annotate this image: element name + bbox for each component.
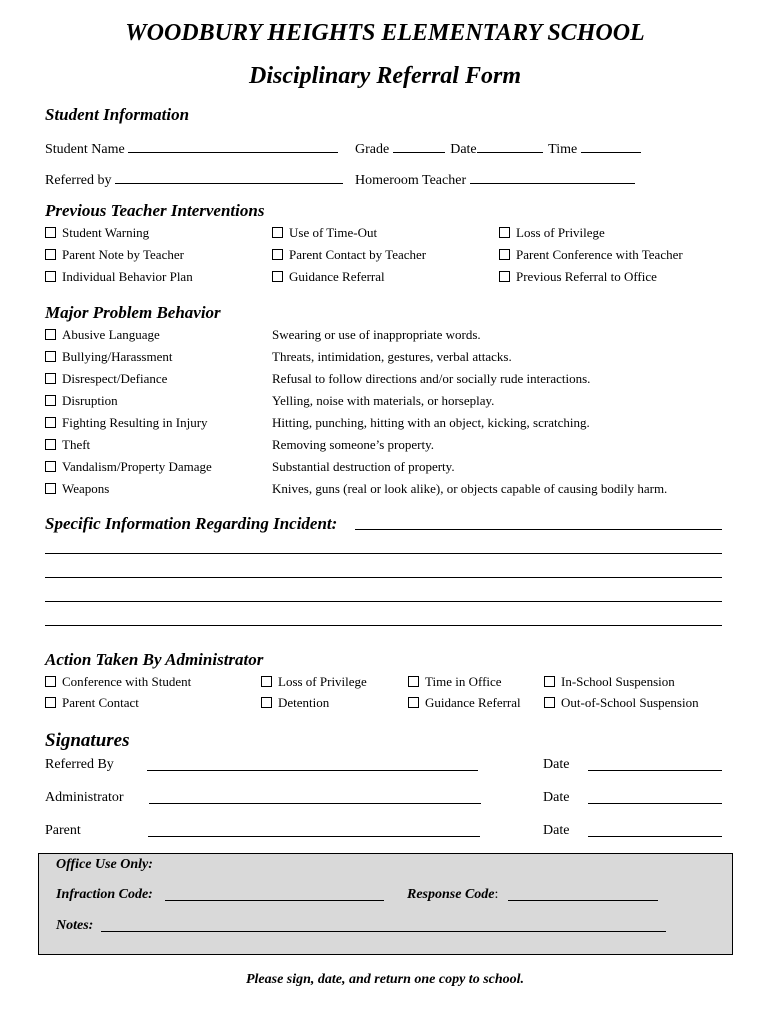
checkbox[interactable] [408,697,419,708]
sig-referred-by-label: Referred By [45,757,114,772]
intervention-item[interactable]: Previous Referral to Office [499,269,657,285]
checkbox[interactable] [45,271,56,282]
behavior-item[interactable]: Weapons [45,481,109,497]
sig-administrator-line[interactable] [149,803,481,804]
action-item[interactable]: Out-of-School Suspension [544,695,699,711]
sig-date-label: Date [543,757,570,772]
grade-row [355,139,641,158]
school-name: WOODBURY HEIGHTS ELEMENTARY SCHOOL [125,20,645,46]
checkbox[interactable] [499,271,510,282]
behavior-item[interactable]: Bullying/Harassment [45,349,173,365]
date-label: Date [450,142,477,157]
sig-date-label: Date [543,790,570,805]
footer-instructions: Please sign, date, and return one copy to school. [245,972,525,987]
time-label: Time [548,142,578,157]
behavior-item[interactable]: Disruption [45,393,118,409]
intervention-item[interactable]: Student Warning [45,225,149,241]
checkbox[interactable] [45,483,56,494]
behavior-item[interactable]: Disrespect/Defiance [45,371,167,387]
intervention-item[interactable]: Individual Behavior Plan [45,269,193,285]
student-name-row [45,139,338,158]
referred-by-field[interactable] [115,170,343,184]
sig-parent-label: Parent [45,823,81,838]
response-code-label: Response Code: [407,887,499,902]
grade-label: Grade [355,142,390,157]
behavior-description: Removing someone’s property. [272,437,434,452]
checkbox[interactable] [499,227,510,238]
referred-by-row [45,170,343,189]
behavior-description: Knives, guns (real or look alike), or objects capable of causing bodily harm. [272,481,668,496]
behavior-description: Hitting, punching, hitting with an object, kicking, scratching. [272,415,590,430]
checkbox[interactable] [272,271,283,282]
sig-date-line[interactable] [588,836,722,837]
sig-referred-by-line[interactable] [147,770,478,771]
checkbox[interactable] [272,249,283,260]
date-field[interactable] [477,139,543,153]
grade-field[interactable] [393,139,445,153]
action-item[interactable]: Guidance Referral [408,695,521,711]
incident-line[interactable] [45,625,722,626]
checkbox[interactable] [261,697,272,708]
checkbox[interactable] [45,676,56,687]
student-name-label: Student Name [45,142,125,157]
form-title: Disciplinary Referral Form [248,63,521,89]
sig-administrator-label: Administrator [45,790,124,805]
incident-line[interactable] [45,577,722,578]
behavior-description: Refusal to follow directions and/or socially rude interactions. [272,371,591,386]
behavior-heading: Major Problem Behavior [45,303,221,322]
sig-parent-line[interactable] [148,836,480,837]
student-info-heading: Student Information [45,105,190,124]
action-item[interactable]: In-School Suspension [544,674,675,690]
behavior-item[interactable]: Theft [45,437,90,453]
action-heading: Action Taken By Administrator [45,650,264,669]
behavior-description: Yelling, noise with materials, or horseplay. [272,393,495,408]
checkbox[interactable] [45,329,56,340]
interventions-heading: Previous Teacher Interventions [45,201,265,220]
student-name-field[interactable] [128,139,338,153]
time-field[interactable] [581,139,641,153]
checkbox[interactable] [45,249,56,260]
checkbox[interactable] [544,676,555,687]
incident-line[interactable] [45,601,722,602]
behavior-description: Threats, intimidation, gestures, verbal attacks. [272,349,512,364]
referred-by-label: Referred by [45,173,112,188]
checkbox[interactable] [45,461,56,472]
intervention-item[interactable]: Parent Note by Teacher [45,247,184,263]
checkbox[interactable] [272,227,283,238]
behavior-item[interactable]: Vandalism/Property Damage [45,459,212,475]
infraction-code-line[interactable] [165,900,384,901]
checkbox[interactable] [45,373,56,384]
action-item[interactable]: Loss of Privilege [261,674,367,690]
checkbox[interactable] [45,417,56,428]
intervention-item[interactable]: Loss of Privilege [499,225,605,241]
checkbox[interactable] [544,697,555,708]
checkbox[interactable] [261,676,272,687]
homeroom-row [355,170,635,189]
action-item[interactable]: Conference with Student [45,674,191,690]
response-code-line[interactable] [508,900,658,901]
action-item[interactable]: Detention [261,695,329,711]
checkbox[interactable] [45,351,56,362]
office-use-heading: Office Use Only: [56,857,153,872]
sig-date-line[interactable] [588,803,722,804]
checkbox[interactable] [45,227,56,238]
checkbox[interactable] [45,439,56,450]
intervention-item[interactable]: Parent Contact by Teacher [272,247,426,263]
infraction-code-label: Infraction Code: [56,887,153,902]
action-item[interactable]: Time in Office [408,674,502,690]
notes-label: Notes: [56,918,94,933]
checkbox[interactable] [408,676,419,687]
incident-line[interactable] [45,553,722,554]
checkbox[interactable] [45,697,56,708]
signatures-heading: Signatures [45,730,130,751]
homeroom-teacher-label: Homeroom Teacher [355,173,467,188]
sig-date-label: Date [543,823,570,838]
incident-heading: Specific Information Regarding Incident: [45,514,338,533]
intervention-item[interactable]: Use of Time-Out [272,225,377,241]
intervention-item[interactable]: Guidance Referral [272,269,385,285]
incident-line[interactable] [355,529,722,530]
homeroom-teacher-field[interactable] [470,170,635,184]
behavior-item[interactable]: Fighting Resulting in Injury [45,415,208,431]
checkbox[interactable] [45,395,56,406]
sig-date-line[interactable] [588,770,722,771]
checkbox[interactable] [499,249,510,260]
action-item[interactable]: Parent Contact [45,695,139,711]
behavior-item[interactable]: Abusive Language [45,327,160,343]
behavior-description: Swearing or use of inappropriate words. [272,327,481,342]
behavior-description: Substantial destruction of property. [272,459,455,474]
intervention-item[interactable]: Parent Conference with Teacher [499,247,683,263]
notes-line[interactable] [101,931,666,932]
